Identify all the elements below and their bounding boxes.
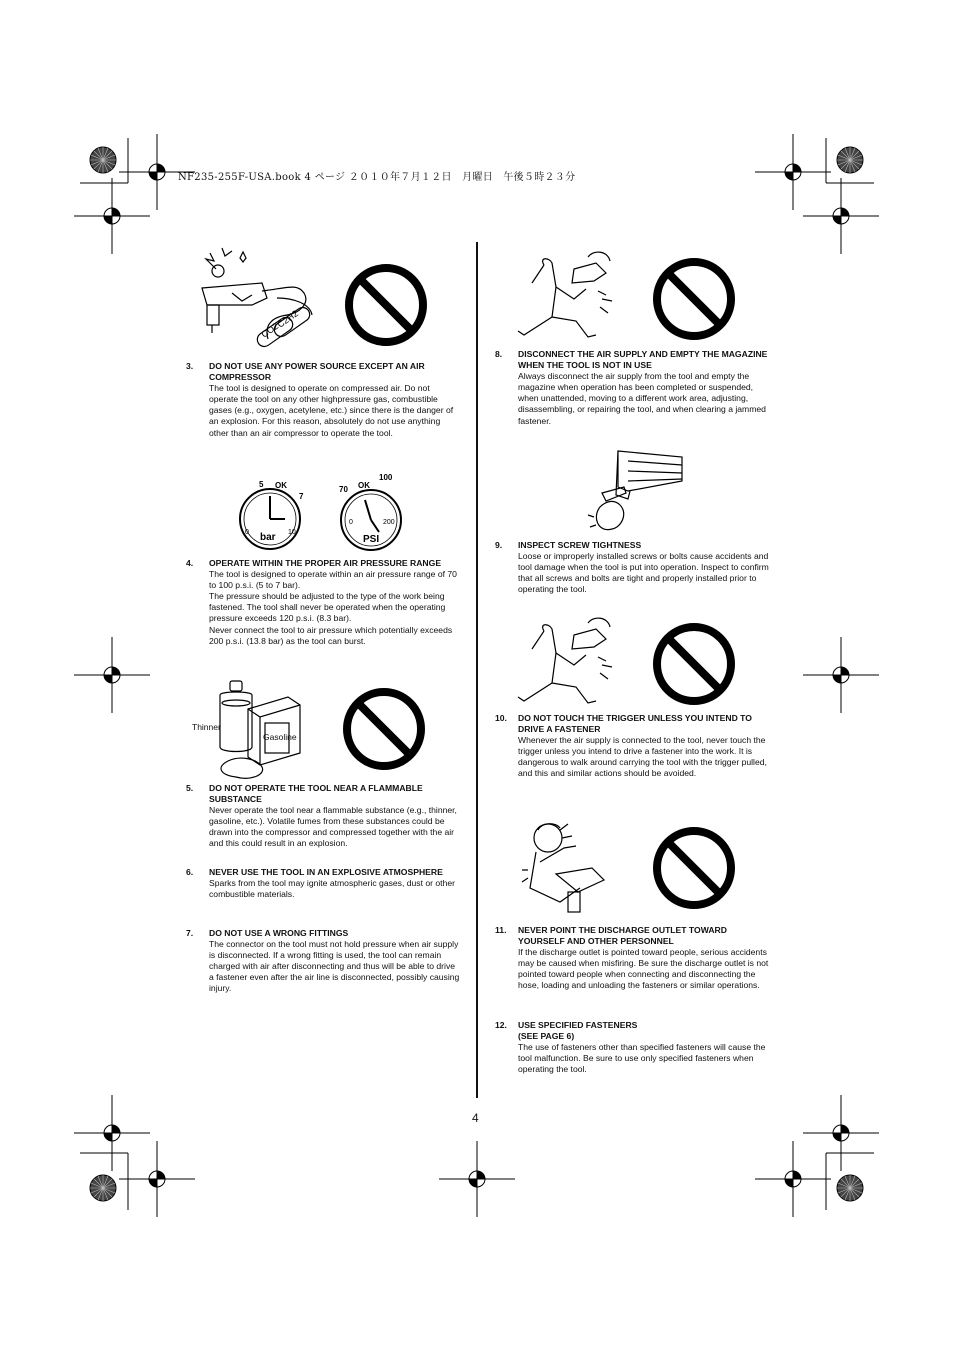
section-number: 10. <box>495 713 507 723</box>
section-body: Never operate the tool near a flammable substance (e.g., thinner, gasoline, etc.). Volatile fumes from these substances could be drawn into the compressor and compressed together with the air and this could result in an explosion. <box>209 805 457 849</box>
section-5 <box>186 783 460 850</box>
section-10 <box>495 713 769 780</box>
page-number: 4 <box>472 1111 479 1125</box>
section-title: DO NOT USE A WRONG FITTINGS <box>209 928 349 938</box>
walking-with-tool-illustration <box>514 247 624 343</box>
section-title: DO NOT OPERATE THE TOOL NEAR A FLAMMABLE SUBSTANCE <box>209 783 423 805</box>
section-number: 6. <box>186 867 194 877</box>
bar-gauge-min: 0 <box>245 529 249 536</box>
psi-gauge-ok: OK <box>358 481 370 490</box>
section-title: USE SPECIFIED FASTENERS <box>518 1020 638 1030</box>
prohibition-icon <box>342 687 426 771</box>
section-11 <box>495 925 769 992</box>
psi-gauge-unit: PSI <box>363 534 380 545</box>
section-title: DO NOT USE ANY POWER SOURCE EXCEPT AN AIR COMPRESSOR <box>209 361 425 383</box>
section-number: 5. <box>186 783 194 793</box>
psi-gauge-icon <box>331 470 411 552</box>
walking-trigger-pulled-illustration <box>514 613 624 709</box>
cylinder-label-a: CO2 <box>259 320 281 340</box>
gasoline-label: Gasoline <box>263 732 297 742</box>
section-4 <box>186 558 460 647</box>
section-7 <box>186 928 460 995</box>
section-body: The tool is designed to operate on compressed air. Do not operate the tool on any other highpressure gas, combustible gases (e.g., oxygen, acetylene, etc.) since there is the danger of an explosion. For this reason, absolutely do not use anything other than an air compressor to operate the tool. <box>209 383 454 438</box>
psi-gauge-min: 0 <box>349 519 353 526</box>
prohibition-icon <box>344 263 428 347</box>
section-number: 9. <box>495 540 503 550</box>
psi-gauge-max: 200 <box>383 519 395 526</box>
section-body: If the discharge outlet is pointed toward people, serious accidents may be caused when misfiring. Be sure the discharge outlet is not pointed toward people when connecting and disconnecting the hose, loading and unloading the fasteners or similar operations. <box>518 947 769 991</box>
section-number: 12. <box>495 1020 507 1030</box>
bar-gauge-unit: bar <box>260 532 276 543</box>
section-body-3: Never connect the tool to air pressure which potentially exceeds 200 p.s.i. (13.8 bar) as the tool can burst. <box>209 624 453 646</box>
section-body: Sparks from the tool may ignite atmospheric gases, dust or other combustible materials. <box>209 878 455 900</box>
bar-gauge-max: 10 <box>288 529 296 536</box>
section-title: DO NOT TOUCH THE TRIGGER UNLESS YOU INTEND TO DRIVE A FASTENER <box>518 713 752 735</box>
bar-gauge-icon <box>237 479 303 551</box>
section-body: The use of fasteners other than specified fasteners will cause the tool malfunction. Be sure to use only specified fasteners when operating the tool. <box>518 1042 766 1075</box>
psi-gauge-ok-high: 100 <box>379 473 393 482</box>
running-head: NF235-255F-USA.book 4 ページ ２０１０年７月１２日 月曜日 午後５時２３分 <box>178 172 576 183</box>
section-number: 3. <box>186 361 194 371</box>
prohibition-icon <box>652 826 736 910</box>
prohibition-icon <box>652 622 736 706</box>
section-12 <box>495 1020 769 1075</box>
prohibition-icon <box>652 257 736 341</box>
thinner-label: Thinner <box>192 722 221 732</box>
nailer-gas-cylinder-illustration <box>192 243 322 363</box>
cylinder-label-b: C2H2 <box>275 308 301 330</box>
psi-gauge-ok-low: 70 <box>339 485 348 494</box>
section-number: 4. <box>186 558 194 568</box>
section-number: 11. <box>495 925 507 935</box>
bar-gauge-ok-high: 7 <box>299 492 304 501</box>
section-number: 8. <box>495 349 503 359</box>
section-title: DISCONNECT THE AIR SUPPLY AND EMPTY THE MAGAZINE WHEN THE TOOL IS NOT IN USE <box>518 349 768 371</box>
bar-gauge-ok-low: 5 <box>259 480 264 489</box>
section-8 <box>495 349 769 427</box>
hex-wrench-illustration <box>588 447 688 537</box>
section-number: 7. <box>186 928 194 938</box>
section-title: NEVER POINT THE DISCHARGE OUTLET TOWARD YOURSELF AND OTHER PERSONNEL <box>518 925 727 947</box>
section-body-2: The pressure should be adjusted to the type of the work being fastened. The tool shall never be operated when the operating pressure exceeds 120 p.s.i. (8.3 bar). <box>209 591 446 624</box>
section-body: The tool is designed to operate within an air pressure range of 70 to 100 p.s.i. (5 to 7 bar). <box>209 569 457 591</box>
section-title: OPERATE WITHIN THE PROPER AIR PRESSURE RANGE <box>209 558 442 568</box>
section-title: INSPECT SCREW TIGHTNESS <box>518 540 642 550</box>
bar-gauge-ok: OK <box>275 481 287 490</box>
section-body: The connector on the tool must not hold pressure when air supply is disconnected. If a wrong fitting is used, the tool can remain charged with air after disconnecting and thus will be able to drive a fastener even after the air line is disconnected, possibly causing injury. <box>209 939 460 994</box>
section-subtitle: (SEE PAGE 6) <box>518 1031 575 1042</box>
column-divider <box>476 242 478 1098</box>
section-9 <box>495 540 769 595</box>
section-body: Whenever the air supply is connected to the tool, never touch the trigger unless you intend to drive a fastener into the work. It is dangerous to walk around carrying the tool with the trigger pulled, and this and similar actions should be avoided. <box>518 735 767 779</box>
section-3 <box>186 361 458 439</box>
section-body: Loose or improperly installed screws or bolts cause accidents and tool damage when the tool is put into operation. Inspect to confirm that all screws and bolts are tight and properly installed prior to operating the tool. <box>518 551 769 595</box>
section-title: NEVER USE THE TOOL IN AN EXPLOSIVE ATMOSPHERE <box>209 867 443 877</box>
section-6 <box>186 867 460 900</box>
pointing-tool-at-self-illustration <box>520 818 610 918</box>
section-body: Always disconnect the air supply from the tool and empty the magazine when operation has been completed or suspended, when unattended, moving to a different work area, adjusting, disassembling, or repairing the tool, and when clearing a jammed fastener. <box>518 371 766 426</box>
